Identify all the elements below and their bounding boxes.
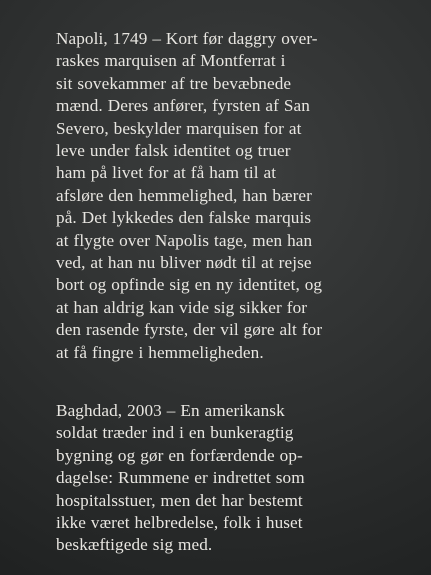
text-line: dagelse: Rummene er indrettet som bbox=[56, 468, 305, 488]
text-line: leve under falsk identitet og truer bbox=[56, 141, 291, 161]
text-line: Baghdad, 2003 – En amerikansk bbox=[56, 401, 285, 420]
text-line: raskes marquisen af Montferrat i bbox=[56, 51, 286, 71]
text-line: afsløre den hemmelighed, han bærer bbox=[56, 185, 312, 205]
text-line: at flygte over Napolis tage, men han bbox=[56, 230, 313, 250]
text-line: at han aldrig kan vide sig sikker for bbox=[56, 297, 308, 317]
text-line: mænd. Deres anfører, fyrsten af San bbox=[56, 96, 310, 116]
text-line: bort og opfinde sig en ny identitet, og bbox=[56, 275, 323, 295]
text-line: ikke været helbredelse, folk i huset bbox=[56, 513, 303, 533]
text-line: hospitalsstuer, men det har bestemt bbox=[56, 490, 303, 510]
text-line: på. Det lykkedes den falske marquis bbox=[56, 208, 312, 228]
text-line: den rasende fyrste, der vil gøre alt for bbox=[56, 320, 323, 340]
blurb-paragraph-baghdad bbox=[56, 400, 396, 557]
text-line: soldat træder ind i en bunkeragtig bbox=[56, 423, 294, 443]
text-line: Napoli, 1749 – Kort før daggry over- bbox=[56, 29, 318, 48]
text-line: beskæftigede sig med. bbox=[56, 535, 213, 555]
blurb-paragraph-napoli bbox=[56, 28, 396, 364]
text-line: at få fingre i hemmeligheden. bbox=[56, 342, 264, 362]
text-line: sit sovekammer af tre bevæbnede bbox=[56, 73, 292, 93]
text-line: ham på livet for at få ham til at bbox=[56, 163, 277, 183]
text-line: Severo, beskylder marquisen for at bbox=[56, 118, 302, 138]
text-line: bygning og gør en forfærdende op- bbox=[56, 445, 303, 465]
text-line: ved, at han nu bliver nødt til at rejse bbox=[56, 253, 312, 273]
